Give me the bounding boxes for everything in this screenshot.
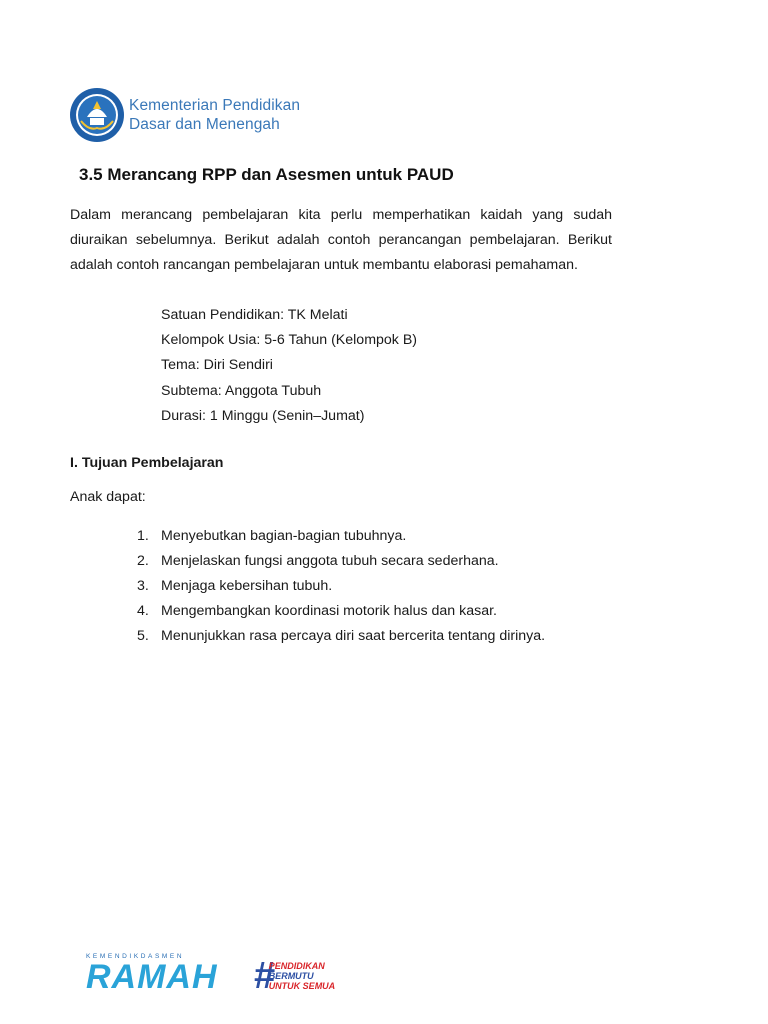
- list-number: 5.: [137, 628, 149, 644]
- list-item: [137, 524, 545, 549]
- hashtag-line3: UNTUK SEMUA: [268, 981, 336, 991]
- footer-logos: [86, 953, 336, 997]
- ramah-logo: [86, 953, 218, 994]
- objectives-lead: Anak dapat:: [70, 489, 146, 505]
- hashtag-line1: PENDIDIKAN: [268, 961, 325, 971]
- ministry-name-line2: Dasar dan Menengah: [129, 116, 280, 133]
- lesson-details: [161, 303, 417, 429]
- list-text: Menunjukkan rasa percaya diri saat bercerita tentang dirinya.: [161, 628, 546, 644]
- intro-paragraph: Dalam merancang pembelajaran kita perlu memperhatikan kaidah yang sudah diuraikan sebelumnya. Berikut adalah contoh perancangan pembelajaran. Berikut adalah contoh rancangan pembelajaran untuk membantu elaborasi pemahaman.: [70, 207, 612, 274]
- detail-item: Satuan Pendidikan: TK Melati: [161, 307, 348, 323]
- list-number: 3.: [137, 578, 149, 594]
- list-text: Menyebutkan bagian-bagian tubuhnya.: [161, 528, 407, 544]
- detail-item: Durasi: 1 Minggu (Senin–Jumat): [161, 407, 365, 424]
- hashtag-logo: [253, 955, 336, 997]
- hashtag-symbol: #: [253, 955, 275, 997]
- section-title: 3.5 Merancang RPP dan Asesmen untuk PAUD: [79, 165, 454, 184]
- hashtag-words: [269, 961, 336, 991]
- ministry-name: [129, 96, 300, 134]
- list-item: [137, 549, 545, 574]
- ramah-logo-text: RAMAH: [86, 958, 218, 996]
- tut-wuri-handayani-seal-icon: [69, 87, 125, 143]
- objectives-list: [137, 524, 545, 649]
- list-number: 1.: [137, 528, 149, 544]
- list-item: [137, 599, 545, 624]
- list-text: Menjelaskan fungsi anggota tubuh secara sederhana.: [161, 553, 499, 569]
- hashtag-line2: BERMUTU: [268, 971, 314, 981]
- ramah-logo-caption: KEMENDIKDASMEN: [86, 953, 185, 960]
- list-number: 4.: [137, 603, 149, 619]
- objectives-heading: I. Tujuan Pembelajaran: [70, 455, 224, 471]
- list-text: Menjaga kebersihan tubuh.: [161, 578, 333, 594]
- detail-item: Subtema: Anggota Tubuh: [161, 382, 322, 399]
- detail-item: Kelompok Usia: 5-6 Tahun (Kelompok B): [161, 332, 418, 349]
- list-item: [137, 624, 545, 649]
- list-item: [137, 574, 545, 599]
- list-text: Mengembangkan koordinasi motorik halus dan kasar.: [161, 603, 497, 619]
- detail-item: Tema: Diri Sendiri: [161, 357, 273, 374]
- ministry-logo: [69, 87, 300, 143]
- ministry-name-line1: Kementerian Pendidikan: [129, 97, 301, 114]
- list-number: 2.: [137, 553, 149, 569]
